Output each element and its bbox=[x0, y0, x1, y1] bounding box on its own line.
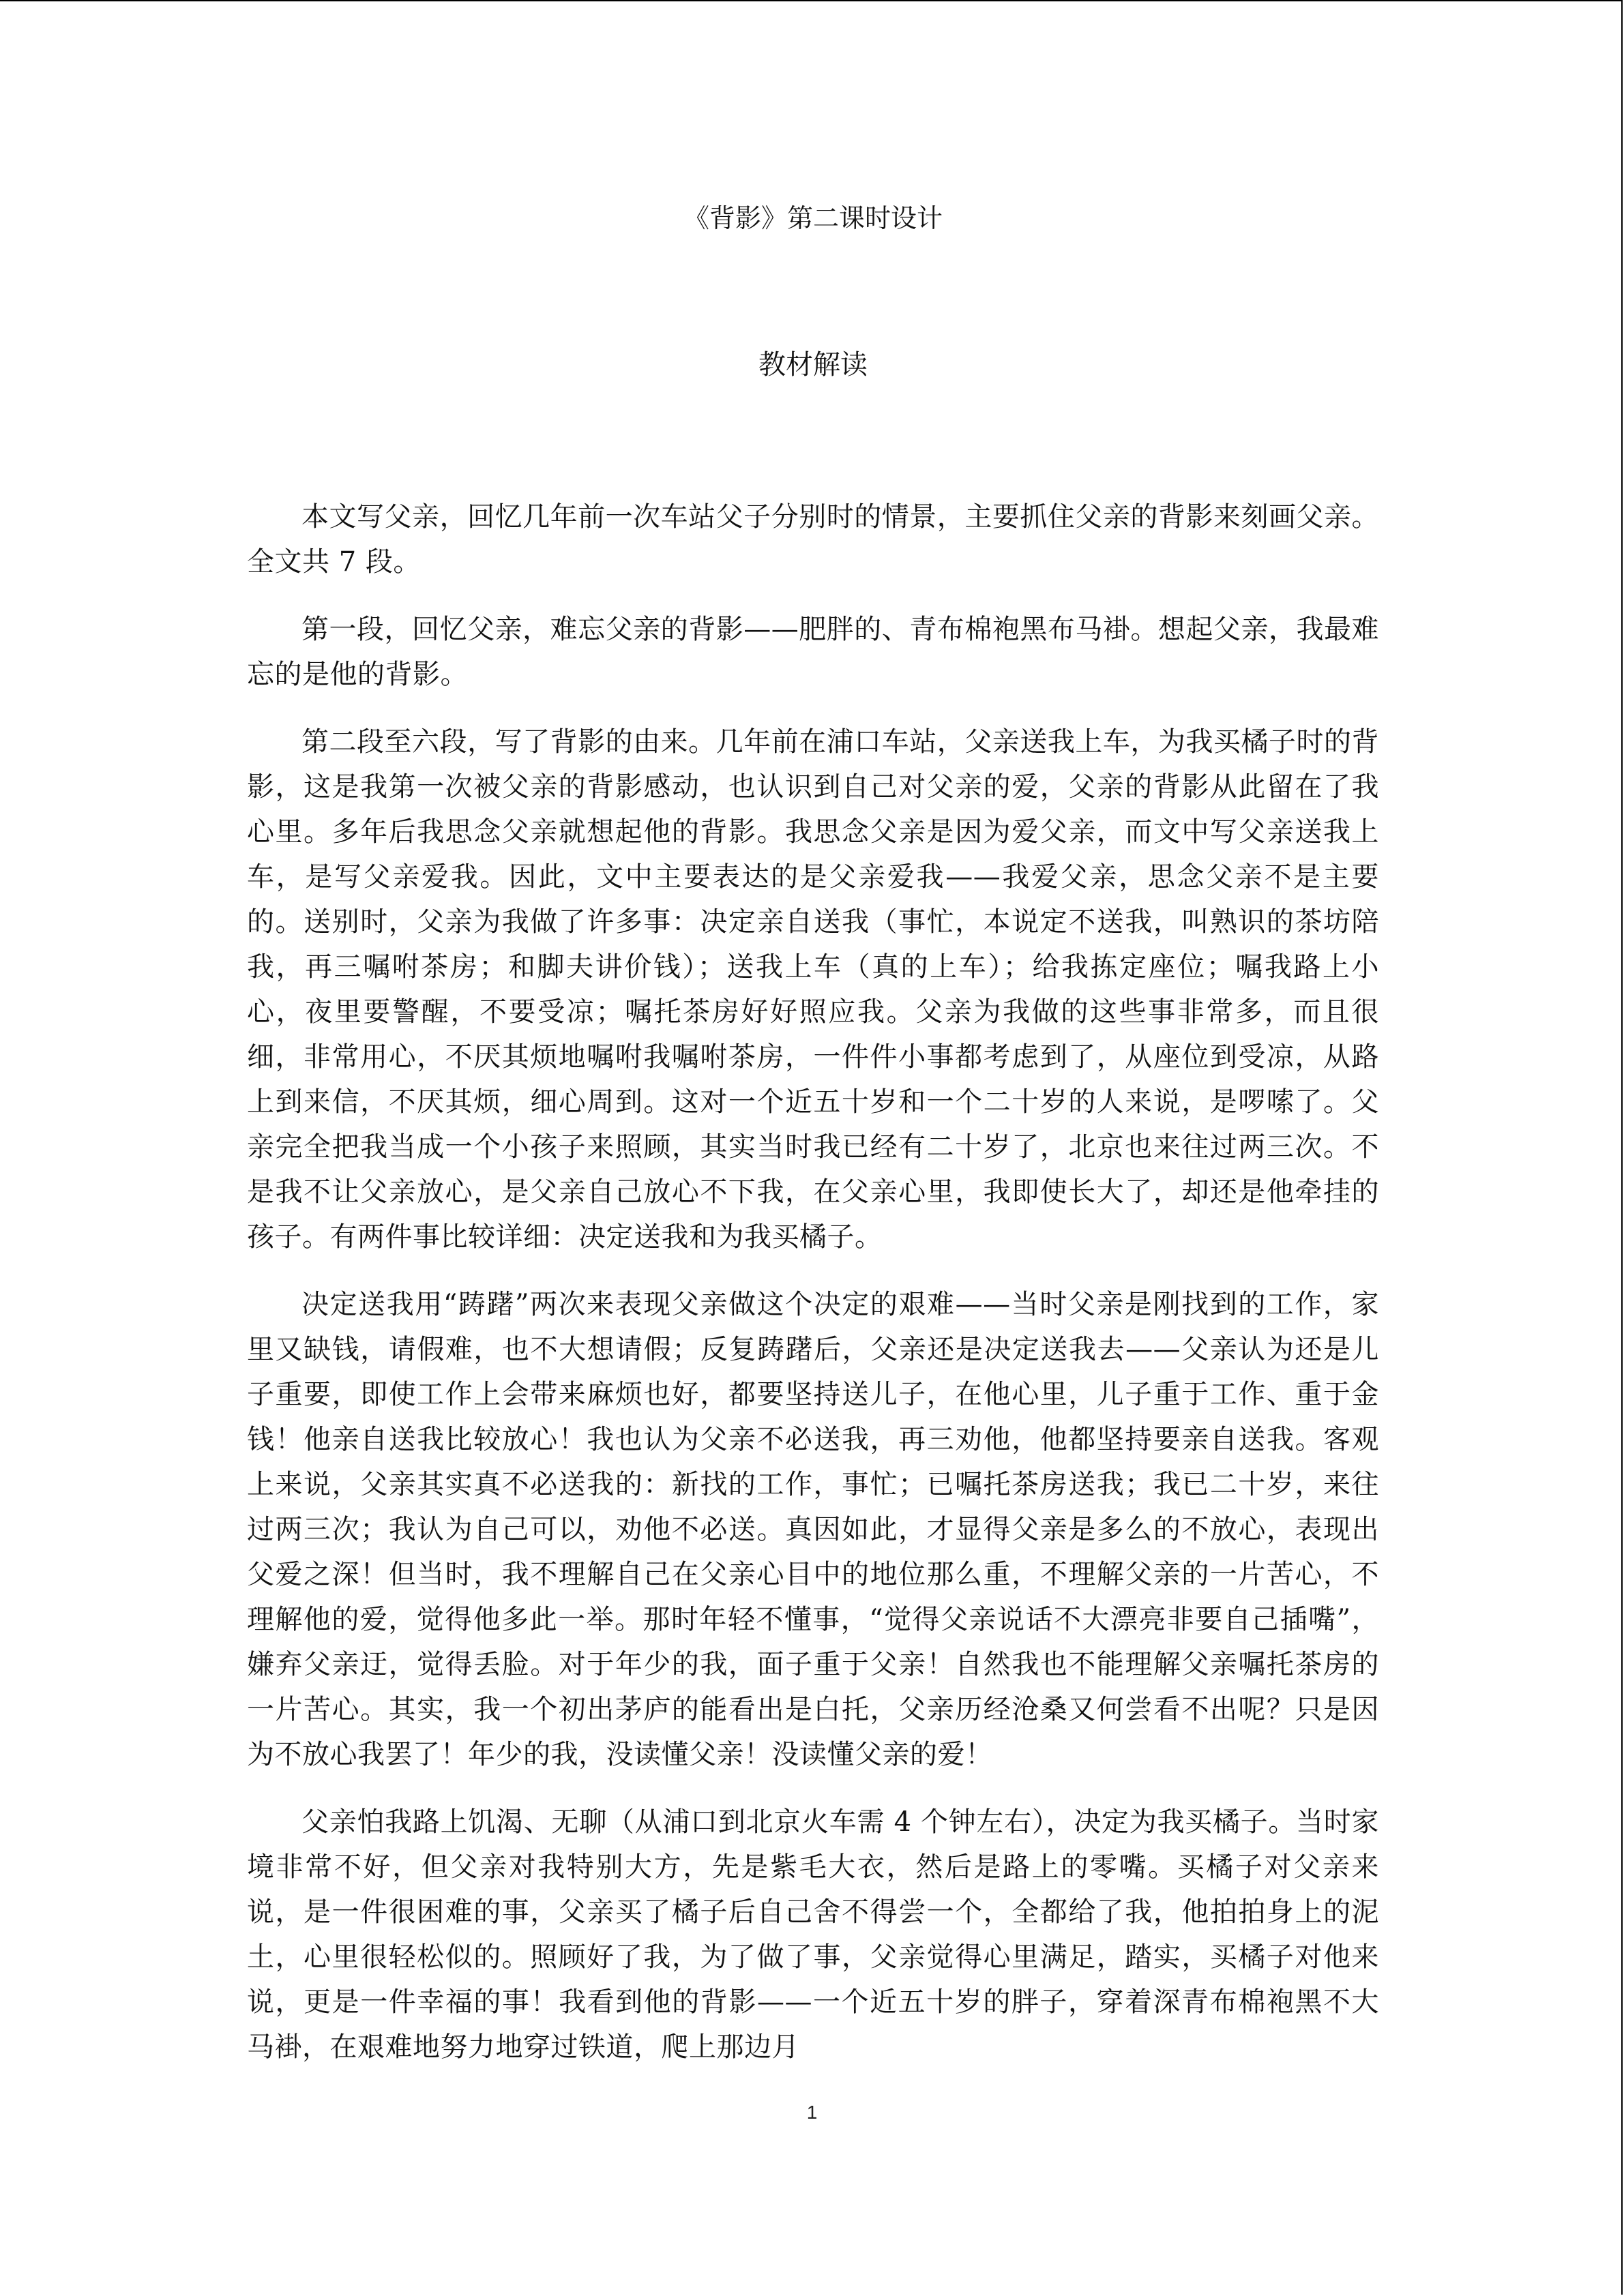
paragraph: 第二段至六段，写了背影的由来。几年前在浦口车站，父亲送我上车，为我买橘子时的背影，这是我第一次被父亲的背影感动，也认识到自己对父亲的爱，父亲的背影从此留在了我心里。多年后我思念父亲就想起他的背影。我思念父亲是因为爱父亲，而文中写父亲送我上车，是写父亲爱我。因此，文中主要表达的是父亲爱我——我爱父亲，思念父亲不是主要的。送别时，父亲为我做了许多事：决定亲自送我（事忙，本说定不送我，叫熟识的茶坊陪我，再三嘱咐茶房；和脚夫讲价钱）；送我上车（真的上车）；给我拣定座位；嘱我路上小心，夜里要警醒，不要受凉；嘱托茶房好好照应我。父亲为我做的这些事非常多，而且很细，非常用心，不厌其烦地嘱咐我嘱咐茶房，一件件小事都考虑到了，从座位到受凉，从路上到来信，不厌其烦，细心周到。这对一个近五十岁和一个二十岁的人来说，是啰嗦了。父亲完全把我当成一个小孩子来照顾，其实当时我已经有二十岁了，北京也来往过两三次。不是我不让父亲放心，是父亲自己放心不下我，在父亲心里，我即使长大了，却还是他牵挂的孩子。有两件事比较详细：决定送我和为我买橘子。 bbox=[247, 726, 1379, 1253]
document-title: 《背影》第二课时设计 bbox=[683, 203, 943, 233]
paragraph: 第一段，回忆父亲，难忘父亲的背影——肥胖的、青布棉袍黑布马褂。想起父亲，我最难忘的是他的背影。 bbox=[247, 614, 1379, 690]
page-number: 1 bbox=[806, 2102, 818, 2123]
paragraph: 父亲怕我路上饥渴、无聊（从浦口到北京火车需 4 个钟左右），决定为我买橘子。当时家境非常不好，但父亲对我特别大方，先是紫毛大衣，然后是路上的零嘴。买橘子对父亲来说，是一件很困难的事，父亲买了橘子后自己舍不得尝一个，全都给了我，他拍拍身上的泥土，心里很轻松似的。照顾好了我，为了做了事，父亲觉得心里满足，踏实，买橘子对他来说，更是一件幸福的事！我看到他的背影——一个近五十岁的胖子，穿着深青布棉袍黑不大马褂，在艰难地努力地穿过铁道，爬上那边月 bbox=[247, 1806, 1379, 2063]
body-text bbox=[247, 494, 1379, 2070]
section-heading: 教材解读 bbox=[758, 349, 868, 381]
paragraph: 决定送我用“踌躇”两次来表现父亲做这个决定的艰难——当时父亲是刚找到的工作，家里又缺钱，请假难，也不大想请假；反复踌躇后，父亲还是决定送我去——父亲认为还是儿子重要，即使工作上会带来麻烦也好，都要坚持送儿子，在他心里，儿子重于工作、重于金钱！他亲自送我比较放心！我也认为父亲不必送我，再三劝他，他都坚持要亲自送我。客观上来说，父亲其实真不必送我的：新找的工作，事忙；已嘱托茶房送我；我已二十岁，来往过两三次；我认为自己可以，劝他不必送。真因如此，才显得父亲是多么的不放心，表现出父爱之深！但当时，我不理解自己在父亲心目中的地位那么重，不理解父亲的一片苦心，不理解他的爱，觉得他多此一举。那时年轻不懂事，“觉得父亲说话不大漂亮非要自己插嘴”，嫌弃父亲迂，觉得丢脸。对于年少的我，面子重于父亲！自然我也不能理解父亲嘱托茶房的一片苦心。其实，我一个初出茅庐的能看出是白托，父亲历经沧桑又何尝看不出呢？只是因为不放心我罢了！年少的我，没读懂父亲！没读懂父亲的爱！ bbox=[247, 1289, 1379, 1770]
paragraph: 本文写父亲，回忆几年前一次车站父子分别时的情景，主要抓住父亲的背影来刻画父亲。全文共 7 段。 bbox=[247, 501, 1379, 578]
document-body bbox=[247, 198, 1379, 2092]
